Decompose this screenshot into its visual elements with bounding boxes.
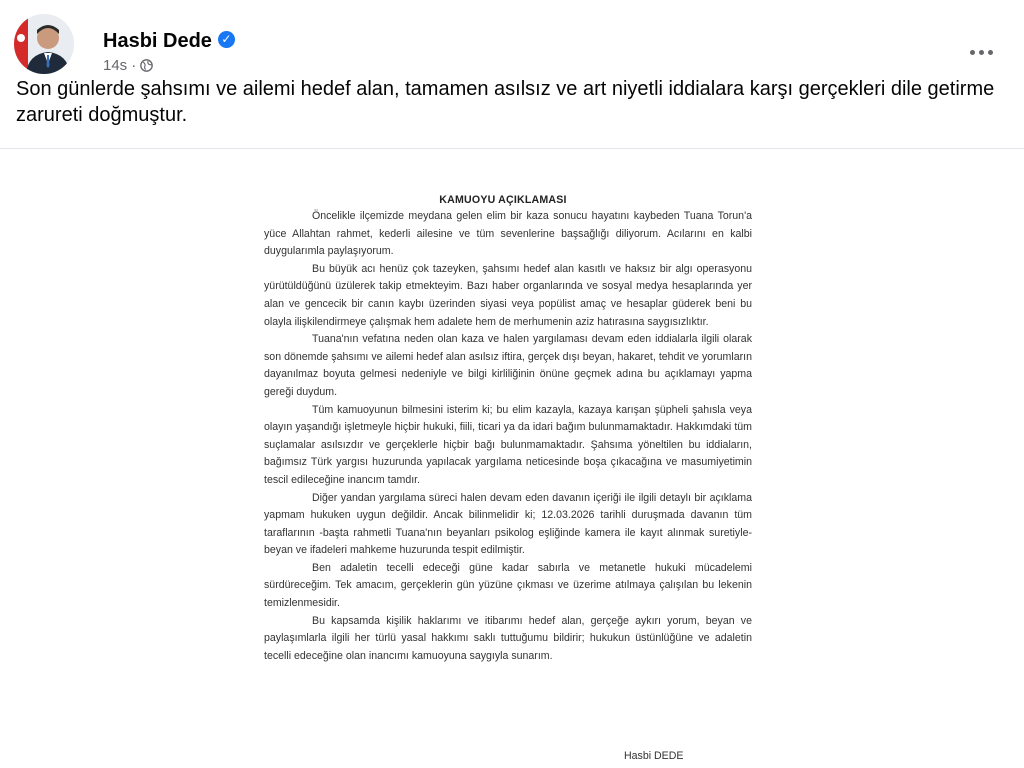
post-meta bbox=[103, 57, 153, 74]
document-paragraph: Bu kapsamda kişilik haklarımı ve itibarımı hedef alan, gerçeğe aykırı yorum, beyan ve paylaşımlarla ilgili her türlü yasal hakkımı saklı tuttuğumu bildirir; hukukun üstünlüğüne ve adaletin tecelli edeceğine olan inancımı kamuoyuna saygıyla sunarım. bbox=[264, 614, 752, 662]
document-paragraph: Bu büyük acı henüz çok tazeyken, şahsımı hedef alan kasıtlı ve haksız bir algı operasyonu yürütüldüğünü üzülerek takip etmekteyim. Bazı haber organlarında ve sosyal medya hesaplarında yer alan ve gencecik bir canın kaybı üzerinden siyasi veya popülist amaç ve hesaplar güderek beni bu olayla ilişkilendirmeye çalışmak hem adalete hem de merhumenin aziz hatırasına saygısızlıktır. bbox=[264, 262, 752, 328]
globe-icon[interactable] bbox=[140, 59, 153, 72]
author-name-row bbox=[103, 30, 235, 53]
post-text: Son günlerde şahsımı ve ailemi hedef alan, tamamen asılsız ve art niyetli iddialara karşı gerçekleri dile getirme zarureti doğmuştur. bbox=[16, 78, 995, 126]
content-divider bbox=[0, 148, 1024, 149]
statement-document[interactable] bbox=[253, 180, 753, 768]
meta-separator: · bbox=[131, 57, 137, 74]
document-paragraph: Diğer yandan yargılama süreci halen devam eden davanın içeriği ile ilgili detaylı bir açıklama yapmam hukuken uygun değildir. Ancak bilinmelidir ki; 12.03.2026 tarihli duruşmada davanın tüm taraflarının -başta rahmetli Tuana'nın beyanları psikolog eşliğinde kamera ile kayıt alınmak suretiyle- beyan ve ifadeleri mahkeme huzurunda tespit edilmiştir. bbox=[264, 491, 752, 557]
document-paragraph: Öncelikle ilçemizde meydana gelen elim bir kaza sonucu hayatını kaybeden Tuana Torun'a yüce Allahtan rahmet, kederli ailesine ve tüm sevenlerine başsağlığı diliyorum. Acılarını en kalbi duygularımla paylaşıyorum. bbox=[264, 210, 752, 258]
document-title: KAMUOYU AÇIKLAMASI bbox=[439, 194, 567, 206]
author-name[interactable]: Hasbi Dede bbox=[103, 30, 212, 52]
author-avatar[interactable] bbox=[14, 14, 74, 74]
avatar-image bbox=[14, 14, 74, 74]
document-paragraph: Ben adaletin tecelli edeceği güne kadar sabırla ve metanetle hukuki mücadelemi sürdüreceğim. Tek amacım, gerçeklerin gün yüzüne çıkması ve üzerime atılmaya çalışılan bu lekenin temizlenmesidir. bbox=[264, 561, 752, 610]
document-paragraph: Tuana'nın vefatına neden olan kaza ve halen yargılaması devam eden iddialarla ilgili olarak son dönemde şahsımı ve ailemi hedef alan asılsız iftira, gerçek dışı beyan, hakaret, tehdit ve yorumların dayanılmaz boyuta gelmesi nedeniyle ve bilgi kirliliğinin önüne geçmek adına bu açıklamayı yapma gereği duydum. bbox=[264, 333, 752, 398]
post-header bbox=[14, 14, 1014, 74]
verified-badge-icon: ✓ bbox=[218, 31, 235, 48]
post-timestamp[interactable]: 14s bbox=[103, 57, 128, 74]
document-signature: Hasbi DEDE bbox=[624, 750, 684, 762]
more-options-icon[interactable] bbox=[964, 40, 998, 64]
document-body bbox=[264, 208, 752, 665]
document-paragraph: Tüm kamuoyunun bilmesini isterim ki; bu elim kazayla, kazaya karışan şüpheli şahısla veya olayın yaşandığı işletmeyle hiçbir hukuki, fiili, ticari ya da idari bağım bulunmamaktadır. Hakkımdaki tüm suçlamalar asılsızdır ve gerçeklerle hiçbir bağı bulunmamaktadır. Şahsıma yöneltilen bu iddiaların, bağımsız Türk yargısı huzurunda yapılacak yargılama neticesinde boşa çıkacağına ve masumiyetimin tescil edileceğine inancım tamdır. bbox=[264, 403, 752, 486]
